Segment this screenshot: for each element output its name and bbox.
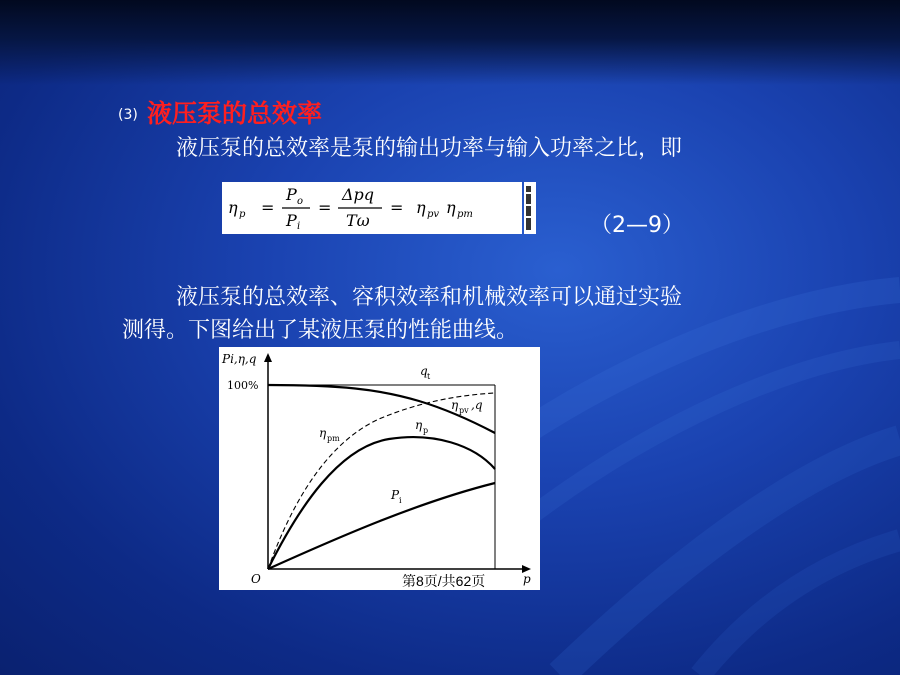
- y-axis-label: Pi,η,q: [222, 352, 257, 366]
- formula-rhs-1: η: [416, 198, 426, 217]
- label-eta-pm: η: [319, 426, 327, 440]
- frac2-num: Δpq: [342, 185, 375, 204]
- label-eta-pm-sub: pm: [327, 434, 340, 443]
- label-eta-pv: η: [451, 398, 459, 412]
- formula-rhs-1-sub: pv: [427, 209, 440, 220]
- heading-number: (3): [118, 107, 138, 123]
- formula-eq-2: =: [318, 198, 332, 217]
- x-axis-label: p: [523, 572, 531, 586]
- label-qt: q: [420, 364, 428, 378]
- section-heading: [118, 94, 322, 130]
- y-axis-arrow: [264, 353, 272, 362]
- formula-side-strip: [524, 182, 536, 234]
- formula-rhs-2: η: [446, 198, 456, 217]
- label-eta-p: η: [415, 418, 423, 432]
- equation-number: （2—9）: [590, 213, 684, 238]
- curve-eta-pm: [268, 393, 495, 569]
- label-eta-p-sub: p: [423, 426, 429, 435]
- curve-eta-p: [268, 437, 495, 569]
- formula-lhs-sub: p: [239, 209, 246, 220]
- frac1-num-sub: o: [297, 196, 304, 207]
- formula-rhs-2-sub: pm: [457, 209, 473, 220]
- y-tick-100-percent: 100%: [227, 379, 259, 392]
- frac2-den: Tω: [346, 211, 370, 230]
- label-pi-sub: i: [399, 496, 402, 505]
- label-eta-pv-suffix: ,q: [471, 398, 483, 412]
- label-qt-sub: t: [427, 372, 431, 381]
- label-pi: P: [391, 488, 400, 502]
- paragraph-line-3: 测得。下图给出了某液压泵的性能曲线。: [122, 318, 519, 343]
- label-eta-pv-sub: pv: [459, 406, 469, 415]
- heading-title: 液压泵的总效率: [146, 99, 322, 128]
- formula-lhs: η: [228, 198, 238, 217]
- chart-svg: [219, 347, 540, 590]
- frac1-den-sub: i: [297, 221, 301, 232]
- formula-eq-1: =: [261, 198, 275, 217]
- origin-label: O: [251, 572, 261, 586]
- frac1-num: P: [286, 185, 297, 204]
- page-footer: 第8页/共62页: [402, 573, 486, 589]
- paragraph-line-1: 液压泵的总效率是泵的输出功率与输入功率之比，即: [176, 136, 683, 161]
- frac1-den: P: [286, 211, 297, 230]
- paragraph-line-2: 液压泵的总效率、容积效率和机械效率可以通过实验: [176, 285, 683, 310]
- curve-pi: [268, 483, 495, 569]
- efficiency-formula: [222, 182, 522, 234]
- formula-eq-3: =: [390, 198, 404, 217]
- performance-curve-chart: [219, 347, 540, 590]
